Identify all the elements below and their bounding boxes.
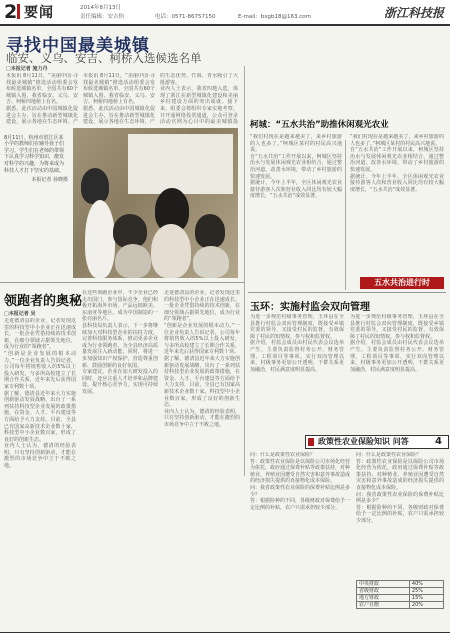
lead-column-1: 本报讯 8月11日，“美丽中国·寻找最美城镇”推选活动组委会发布候选城镇名单，全国共有60个城镇入围，我省临安、义乌、安吉、柯桥四地榜上有名。 据悉，此次活动由中国城镇化促进会主办，旨在推动新型城镇化建设，展示各地在生态环境、产 <box>6 73 78 125</box>
editor: 责任编辑：安吉怡 <box>80 14 125 20</box>
teacher-figure <box>151 224 191 278</box>
child-figure <box>113 214 147 248</box>
policy-qa-number: 4 <box>435 436 442 447</box>
section-marker <box>17 4 20 19</box>
article-middle-body: 走进德清县的企业，记者发现这里的科技型中小企业正在迅速成长。一批企业凭借持续的技术创新，在细分领域占据领先地位，成为行业的“领跑者”。 “创新是企业发展的根本动力。”一位企业负责人告诉记者，公司每年将销售收入的5%以上投入研发，与多所高校建立了长期合作关系，近年来先后获得国家专利数十项。 据了解，德清县近年来大力实施创新驱动发展战略，出台了一系列扶持科技型企业发展的政策措施，在资金、人才、平台建设等方面给予大力支持。目前，全县已有国家高新技术企业数十家，科技型中小企业数百家，形成了良好的创新生态。 业内人士认为，德清的经验表明，只有坚持创新驱动，才能在激烈的市场竞争中立于不败之地。 <box>164 290 240 428</box>
article-left-byline: □本报记者 吴 <box>4 311 36 317</box>
table-row <box>357 588 444 595</box>
table-row <box>357 602 444 609</box>
article-right-body-cont: “我们村现在是越来越美了，来乡村旅游的人也多了。”柯城区某村的村民高兴地说。 自“五水共治”工作开展以来，柯城区坚持治水与发展休闲观光农业相结合，通过整治河道、改善水环境，带动了乡村旅游的快速发展。 据统计，今年上半年，全区休闲观光农业接待游客人次和营业收入同比均有较大幅度增长，“五水共治”成效显著。 <box>350 134 444 193</box>
article-right-body: “我们村现在是越来越美了，来乡村旅游的人也多了。”柯城区某村的村民高兴地说。 自“五水共治”工作开展以来，柯城区坚持治水与发展休闲观光农业相结合，通过整治河道、改善水环境，带动了乡村旅游的快速发展。 据统计，今年上半年，全区休闲观光农业接待游客人次和营业收入同比均有较大幅度增长，“五水共治”成效显著。 <box>250 134 342 200</box>
email: E-mail：bxgb18@163.com <box>238 14 311 20</box>
article-bottom-title: 玉环：实施村监会双向管理 <box>250 302 370 313</box>
caption-text: 8月11日，杭州市滨江区某小学的教师们在辅导孩子们学习。学生们在老师的带领下认真学习科学知识，激发对科学的兴趣，为将来成为科技人才打下坚实的基础。 <box>4 134 65 174</box>
article-right-title: 柯城：“五水共治”助推休闲观光农业 <box>250 120 389 130</box>
column-divider <box>345 140 346 290</box>
newspaper-logo: 浙江科技报 <box>383 6 444 20</box>
table-cell: 地方财政 <box>357 595 410 602</box>
table-row <box>357 581 444 588</box>
table-cell: 省级财政 <box>357 588 410 595</box>
table-cell: 15% <box>409 595 443 602</box>
table-cell: 40% <box>409 581 443 588</box>
lead-byline: □本报记者 施力丹 <box>6 66 48 72</box>
table-cell: 中央财政 <box>357 581 410 588</box>
article-left-body-cont: 在这些领跑企业中，不少企业已经走出国门，参与国际竞争。他们积极开拓海外市场，产品远销欧美、东南亚等地区，成为中国制造的一张亮丽名片。 县科技局负责人表示，下一步将继续加大对科技型企业的扶持力度，完善科技服务体系，推动更多企业成为行业领跑者，为全县经济高质量发展注入新动能。同时，将进一步加强知识产权保护，营造尊重创新、鼓励创新的良好氛围。 专家建议，企业在加大研发投入的同时，还应注重人才培养和品牌建设，提升核心竞争力，实现可持续发展。 <box>82 290 158 395</box>
classroom-photo <box>73 128 238 278</box>
child-figure <box>115 244 151 278</box>
page-number: 2 <box>4 1 18 23</box>
lead-subhead: 临安、义乌、安吉、柯桥入选候选名单 <box>6 51 202 65</box>
article-left-title: 领跑者的奥秘 <box>4 294 83 309</box>
article-left-body: 走进德清县的企业，记者发现这里的科技型中小企业正在迅速成长。一批企业凭借持续的技术创新，在细分领域占据领先地位，成为行业的“领跑者”。 “创新是企业发展的根本动力。”一位企业负责人告诉记者，公司每年将销售收入的5%以上投入研发，与多所高校建立了长期合作关系，近年来先后获得国家专利数十项。 据了解，德清县近年来大力实施创新驱动发展战略，出台了一系列扶持科技型企业发展的政策措施，在资金、人才、平台建设等方面给予大力支持。目前，全县已有国家高新技术企业数十家，科技型中小企业数百家，形成了良好的创新生态。 业内人士认为，德清的经验表明，只有坚持创新驱动，才能在激烈的市场竞争中立于不败之地。 <box>4 318 76 470</box>
child-figure <box>195 214 225 248</box>
policy-qa-body-cont: 问：什么是政策性农业保险？ 答：政策性农业保险是以保险公司市场化经营为依托，政府通过保费补贴等政策扶持，对种植业、养殖业因遭受自然灾害和意外事故造成的经济损失提供的直接物化成本保险。 问：我省政策性农业保险的保费补贴比例是多少？ 答：根据险种的不同，各级财政对保费给予一定比例的补贴，农户只需承担较少部分。 <box>356 452 444 524</box>
policy-qa-title: 政策性农业保险知识 问答 <box>318 437 409 446</box>
flag-icon <box>308 438 314 446</box>
section-divider <box>0 282 244 283</box>
masthead <box>0 0 450 26</box>
table-row <box>357 595 444 602</box>
phone: 电话：0571-86757150 <box>155 14 216 20</box>
policy-qa-header <box>305 435 449 449</box>
table-cell: 农户自缴 <box>357 602 410 609</box>
subsidy-table <box>356 580 444 609</box>
section-title: 要闻 <box>24 5 54 21</box>
lead-column-1b: 本报讯 8月11日，“美丽中国·寻找最美城镇”推选活动组委会发布候选城镇名单，全国共有60个城镇入围，我省临安、义乌、安吉、柯桥四地榜上有名。 据悉，此次活动由中国城镇化促进会主办，旨在推动新型城镇化建设，展示各地在生态环境、产 <box>83 73 155 125</box>
child-figure <box>193 246 229 278</box>
article-bottom-body-cont: 为进一步规范村级事务管理，玉环县在全县推行村监会双向管理制度，既接受乡镇党委的领导，又接受村民的监督，有效保障了村民的知情权、参与权和监督权。 据介绍，村监会成员由村民代表会议选举产生，主要负责监督村务公开、财务管理、工程项目等事项。实行双向管理以来，村级事务更加公开透明，干群关系更加融洽，村民满意度明显提高。 <box>350 314 444 373</box>
table-cell: 20% <box>409 602 443 609</box>
whiteboard <box>128 134 233 194</box>
caption-credit: 本报记者 孙晓摄 <box>31 177 68 184</box>
article-bottom-body: 为进一步规范村级事务管理，玉环县在全县推行村监会双向管理制度，既接受乡镇党委的领导，又接受村民的监督，有效保障了村民的知情权、参与权和监督权。 据介绍，村监会成员由村民代表会议选举产生，主要负责监督村务公开、财务管理、工程项目等事项。实行双向管理以来，村级事务更加公开透明，干群关系更加融洽，村民满意度明显提高。 <box>250 314 344 373</box>
policy-qa-body: 问：什么是政策性农业保险？ 答：政策性农业保险是以保险公司市场化经营为依托，政府通过保费补贴等政策扶持，对种植业、养殖业因遭受自然灾害和意外事故造成的经济损失提供的直接物化成本保险。 问：我省政策性农业保险的保费补贴比例是多少？ 答：根据险种的不同，各级财政对保费给予一定比例的补贴，农户只需承担较少部分。 <box>250 452 350 511</box>
child-figure <box>85 200 115 278</box>
section-divider <box>248 292 446 293</box>
photo-caption <box>4 128 68 190</box>
series-banner: 五水共治进行时 <box>360 277 444 289</box>
table-cell: 25% <box>409 588 443 595</box>
column-divider <box>244 66 245 476</box>
child-figure <box>81 168 109 204</box>
lead-headline: 寻找中国最美城镇 <box>6 36 150 56</box>
issue-date: 2014年8月13日 <box>80 5 121 11</box>
lead-column-2: 的生态优势，竹海、青水吸引了大批游客。 业内人士表示，我省四地入选，体现了浙江在新型城镇化建设和美丽乡村建设方面的突出成就。接下来，组委会将组织专家实地考察，并开通网络投票通道，公众可登录活动官网为心目中的最美城镇投 <box>160 73 238 125</box>
